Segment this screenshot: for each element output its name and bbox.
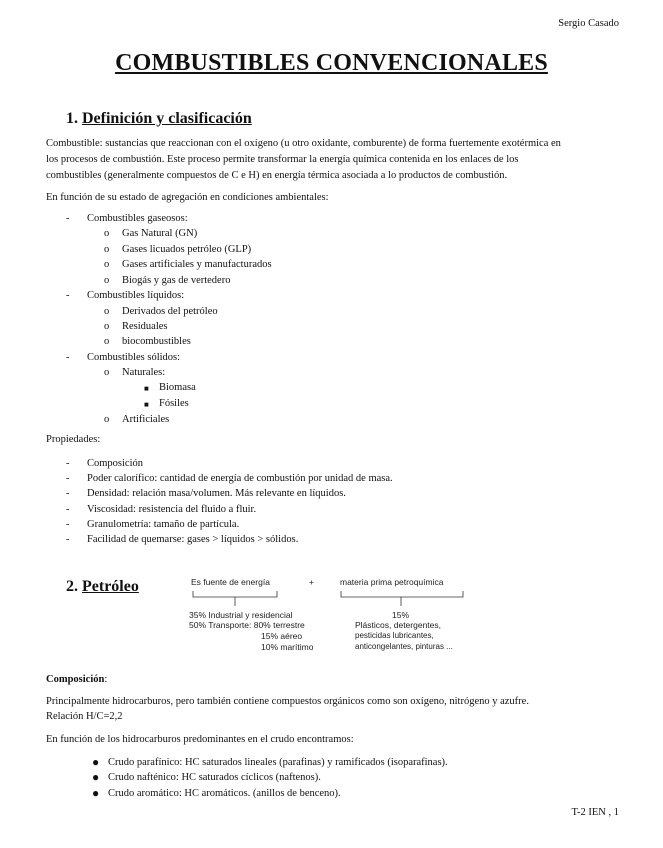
property-item: Facilidad de quemarse: gases > líquidos > sólidos.: [87, 534, 299, 545]
dash-marker: -: [66, 473, 70, 484]
section-2-title: Petróleo: [82, 578, 139, 595]
crude-type-item: Crudo nafténico: HC saturados cíclicos (naftenos).: [108, 772, 321, 783]
aggregation-intro: En función de su estado de agregación en condiciones ambientales:: [46, 192, 329, 203]
section-1-number: 1.: [66, 110, 78, 127]
composition-line-2: Relación H/C=2,2: [46, 711, 123, 722]
liquid-item: Residuales: [122, 321, 168, 332]
gaseous-item: Gases licuados petróleo (GLP): [122, 244, 252, 255]
circle-marker: o: [104, 414, 110, 425]
industrial-share: 35% Industrial y residencial: [189, 610, 293, 620]
circle-marker: o: [104, 275, 110, 286]
dash-marker: -: [66, 352, 70, 363]
liquid-item: Derivados del petróleo: [122, 306, 218, 317]
dash-marker: -: [66, 290, 70, 301]
crude-intro: En función de los hidrocarburos predominantes en el crudo encontramos:: [46, 734, 354, 745]
dash-marker: -: [66, 504, 70, 515]
dash-marker: -: [66, 458, 70, 469]
left-brace: [193, 591, 277, 597]
properties-label: Propiedades:: [46, 434, 101, 445]
composition-line-1: Principalmente hidrocarburos, pero también contiene compuestos orgánicos como son oxígeno, nitrógeno y azufre.: [46, 696, 529, 707]
circle-marker: o: [104, 244, 110, 255]
circle-marker: o: [104, 228, 110, 239]
section-2-number: 2.: [66, 578, 78, 595]
dash-marker: -: [66, 488, 70, 499]
right-brace: [341, 591, 463, 597]
gaseous-label: Combustibles gaseosos:: [87, 213, 188, 224]
natural-item: Biomasa: [159, 382, 196, 393]
circle-marker: o: [104, 336, 110, 347]
composition-label: Composición: [46, 674, 105, 685]
petrochemical-label: materia prima petroquímica: [340, 577, 444, 587]
plus-sign: +: [309, 577, 314, 587]
bullet-marker: ●: [92, 786, 100, 800]
petrochemical-uses-1: Plásticos, detergentes,: [355, 620, 441, 630]
dash-marker: -: [66, 534, 70, 545]
dash-marker: -: [66, 213, 70, 224]
square-marker: ■: [144, 400, 149, 409]
bullet-marker: ●: [92, 755, 100, 769]
page-footer: T-2 IEN , 1: [571, 807, 619, 818]
document-title: COMBUSTIBLES CONVENCIONALES: [115, 50, 548, 76]
crude-type-item: Crudo parafínico: HC saturados lineales (parafinas) y ramificados (isoparafinas).: [108, 757, 448, 768]
bullet-marker: ●: [92, 770, 100, 784]
composition-heading: [46, 674, 107, 685]
definition-line-1: Combustible: sustancias que reaccionan con el oxígeno (u otro oxidante, comburente) de forma fuertemente exotérmica en: [46, 138, 561, 149]
liquid-label: Combustibles líquidos:: [87, 290, 185, 301]
author-name: Sergio Casado: [558, 18, 619, 29]
property-item: Composición: [87, 458, 144, 469]
transport-share: 50% Transporte: 80% terrestre: [189, 620, 305, 630]
solid-label: Combustibles sólidos:: [87, 352, 181, 363]
circle-marker: o: [104, 367, 110, 378]
liquid-item: biocombustibles: [122, 336, 191, 347]
natural-item: Fósiles: [159, 398, 189, 409]
gaseous-item: Biogás y gas de vertedero: [122, 275, 231, 286]
dash-marker: -: [66, 519, 70, 530]
definition-line-2: los procesos de combustión. Este proceso permite transformar la energía química contenida en los enlaces de los: [46, 154, 519, 165]
composition-colon: :: [104, 674, 108, 685]
section-2-heading: [66, 578, 139, 596]
crude-type-item: Crudo aromático: HC aromáticos. (anillos de benceno).: [108, 788, 341, 799]
air-share: 15% aéreo: [261, 631, 303, 641]
property-item: Poder calorífico: cantidad de energía de combustión por unidad de masa.: [87, 473, 393, 484]
gaseous-item: Gas Natural (GN): [122, 228, 198, 239]
section-1-title: Definición y clasificación: [82, 110, 252, 127]
circle-marker: o: [104, 321, 110, 332]
energy-source-label: Es fuente de energía: [191, 577, 270, 587]
section-1-heading: [66, 110, 252, 128]
square-marker: ■: [144, 384, 149, 393]
gaseous-item: Gases artificiales y manufacturados: [122, 259, 272, 270]
petrochemical-uses-2: pesticidas lubricantes,: [355, 631, 434, 640]
circle-marker: o: [104, 259, 110, 270]
petroleum-use-diagram: [185, 574, 485, 656]
artificial-label: Artificiales: [122, 414, 170, 425]
circle-marker: o: [104, 306, 110, 317]
maritime-share: 10% marítimo: [261, 642, 314, 652]
petrochemical-share: 15%: [392, 610, 410, 620]
property-item: Viscosidad: resistencia del fluido a fluir.: [87, 504, 257, 515]
property-item: Densidad: relación masa/volumen. Más relevante en líquidos.: [87, 488, 346, 499]
definition-line-3: combustibles (generalmente compuestos de C e H) en energía térmica asociada a lo productos de combustión.: [46, 170, 508, 181]
natural-label: Naturales:: [122, 367, 166, 378]
property-item: Granulometría: tamaño de partícula.: [87, 519, 240, 530]
petrochemical-uses-3: anticongelantes, pinturas ...: [355, 642, 453, 651]
